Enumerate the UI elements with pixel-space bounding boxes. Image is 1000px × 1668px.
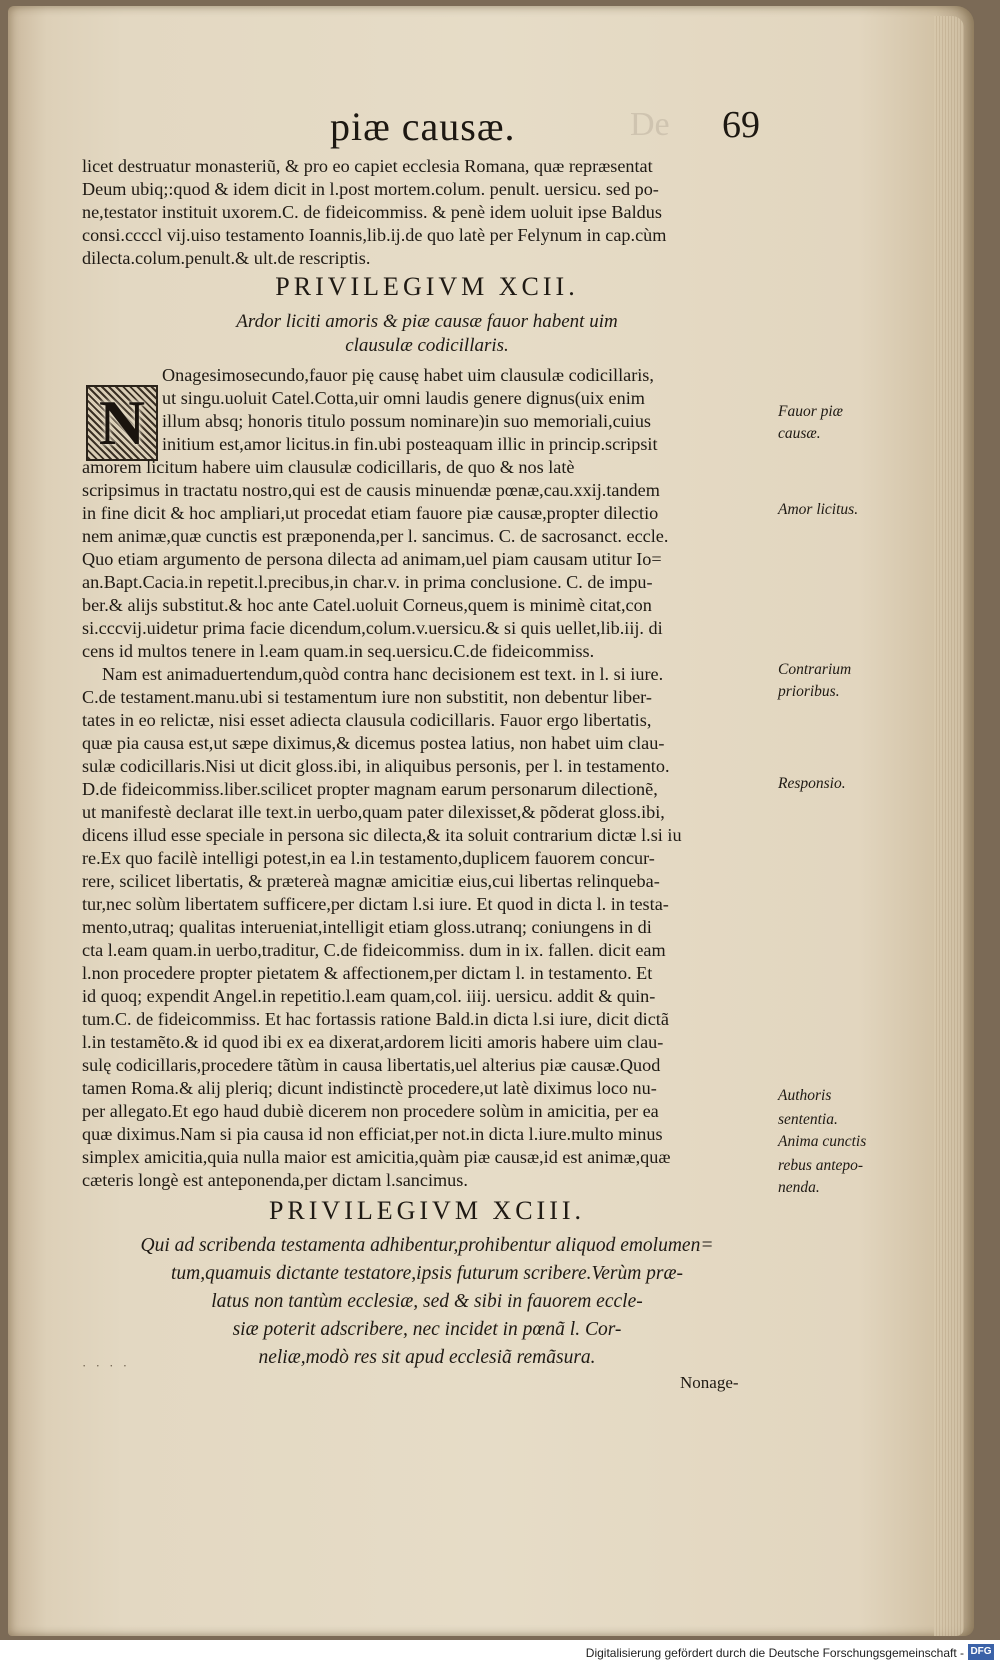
text-line: Deum ubiq;:quod & idem dicit in l.post mortem.colum. penult. uersicu. sed po- <box>82 179 659 199</box>
text-line: consi.ccccl vij.uiso testamento Ioannis,lib.ij.de quo latè per Felynum in cap.cùm <box>82 225 667 245</box>
text-line: Onagesimosecundo,fauor pię causę habet uim clausulæ codicillaris, <box>162 365 654 385</box>
text-line: tum.C. de fideicommiss. Et hac fortassis ratione Bald.in dicta l.si iure, dicit dictã <box>82 1009 669 1029</box>
margin-note: Responsio. <box>778 775 846 792</box>
margin-note: nenda. <box>778 1179 820 1196</box>
text-line: si.cccvij.uidetur prima facie dicendum,colum.v.uersicu.& si quis uellet,lib.iij. di <box>82 618 663 638</box>
page-edge <box>934 16 964 1636</box>
summary-line: tum,quamuis dictante testatore,ipsis futurum scribere.Verùm præ- <box>170 1263 684 1284</box>
text-line: simplex amicitia,quia nulla maior est amicitia,quàm piæ causæ,id est animæ,quæ <box>82 1147 671 1167</box>
margin-note: sententia. <box>778 1111 838 1128</box>
text-line: tates in eo relictæ, nisi esset adiecta clausula codicillaris. Fauor ergo libertatis, <box>82 710 652 730</box>
summary-line: latus non tantùm ecclesiæ, sed & sibi in fauorem eccle- <box>211 1291 643 1312</box>
text-line: id quoq; expendit Angel.in repetitio.l.eam quam,col. iiij. uersicu. addit & quin- <box>82 986 656 1006</box>
text-line: ber.& alijs substitut.& hoc ante Catel.uoluit Corneus,quem is minimè citat,con <box>82 595 652 615</box>
text-line: tur,nec solùm libertatem sufficere,per dictam l.si iure. Et quod in dicta l. in testa- <box>82 894 669 914</box>
summary-line: Ardor liciti amoris & piæ causæ fauor habent uim <box>236 311 618 332</box>
text-line: cta l.eam quam.in uerbo,traditur, C.de fideicommiss. dum in ix. fallen. dicit eam <box>82 940 666 960</box>
catchword: Nonage- <box>680 1373 739 1392</box>
funding-credit: Digitalisierung gefördert durch die Deutsche Forschungsgemeinschaft - <box>585 1646 964 1660</box>
section-heading-93: PRIVILEGIVM XCIII. <box>268 1196 586 1225</box>
section-summary-92 <box>82 310 772 358</box>
summary-line: siæ poterit adscribere, nec incidet in pœnã l. Cor- <box>232 1319 622 1340</box>
text-line: rere, scilicet libertatis, & prætereà magnæ amicitiæ eius,cui libertas relinqueba- <box>82 871 660 891</box>
text-line: l.in testamẽto.& id quod ibi ex ea dixerat,ardorem liciti amoris habere uim clau- <box>82 1032 664 1052</box>
margin-note: Authoris <box>778 1087 832 1104</box>
text-line: D.de fideicommiss.liber.scilicet propter magnam earum personarum dilectionẽ, <box>82 779 658 799</box>
summary-line: neliæ,modò res sit apud ecclesiã remãsura. <box>258 1347 596 1368</box>
summary-line: Qui ad scribenda testamenta adhibentur,prohibentur aliquod emolumen= <box>140 1235 714 1256</box>
text-line: mento,utraq; qualitas interueniat,intelligit etiam gloss.utranq; coniungens in di <box>82 917 652 937</box>
dfg-logo-icon: DFG <box>968 1644 994 1660</box>
text-line: C.de testament.manu.ubi si testamentum iure non substitit, non debentur liber- <box>82 687 652 707</box>
text-line: sulæ codicillaris.Nisi ut dicit gloss.ibi, in aliquibus personis, per l. in testamento. <box>82 756 670 776</box>
margin-note: rebus antepo- <box>778 1157 864 1174</box>
section-summary-93 <box>82 1232 772 1372</box>
margin-note: Amor licitus. <box>778 501 859 518</box>
text-line: scripsimus in tractatu nostro,qui est de causis minuendæ pœnæ,cau.xxij.tandem <box>82 480 660 500</box>
text-line: quæ diximus.Nam si pia causa id non efficiat,per not.in dicta l.iure.multo minus <box>82 1124 663 1144</box>
text-line: cæteris longè est anteponenda,per dictam l.sancimus. <box>82 1170 468 1190</box>
text-line: Quo etiam argumento de persona dilecta ad animam,uel piam causam utitur Io= <box>82 549 662 569</box>
text-line: tamen Roma.& alij pleriq; dicunt indistinctè procedere,ut latè diximus loco nu- <box>82 1078 657 1098</box>
running-head: piæ causæ. <box>330 104 516 149</box>
section-body-92 <box>82 364 772 1192</box>
text-line: licet destruatur monasteriũ, & pro eo capiet ecclesia Romana, quæ repræsentat <box>82 156 653 176</box>
text-line: sulę codicillaris,procedere tãtùm in causa libertatis,uel alterius piæ causæ.Quod <box>82 1055 661 1075</box>
text-line: quæ pia causa est,ut sæpe diximus,& dicemus postea latius, non habet uim clau- <box>82 733 665 753</box>
margin-note: causæ. <box>778 425 821 442</box>
initial-letter: N <box>98 387 146 458</box>
text-line: Nam est animaduertendum,quòd contra hanc decisionem est text. in l. si iure. <box>102 664 664 684</box>
text-line: nem animæ,quæ cunctis est præponenda,per l. sancimus. C. de sacrosanct. eccle. <box>82 526 669 546</box>
text-line: amorem licitum habere uim clausulæ codicillaris, de quo & nos latè <box>82 457 575 477</box>
page-number: 69 <box>722 104 760 146</box>
text-line: per allegato.Et ego haud dubiè dicerem non procedere solùm in amicitia, per ea <box>82 1101 659 1121</box>
text-line: initium est,amor licitus.in fin.ubi posteaquam illic in princip.scripsit <box>162 434 658 454</box>
margin-note: prioribus. <box>778 683 840 700</box>
show-through-text: De <box>630 106 670 143</box>
section-heading-92: PRIVILEGIVM XCII. <box>275 272 579 301</box>
text-line: in fine dicit & hoc ampliari,ut procedat etiam fauore piæ causæ,propter dilectio <box>82 503 659 523</box>
text-line: re.Ex quo facilè intelligi potest,in ea l.in testamento,duplicem fauorem concur- <box>82 848 655 868</box>
text-line: cens id multos tenere in l.eam quam.in seq.uersicu.C.de fideicommiss. <box>82 641 595 661</box>
text-line: ne,testator instituit uxorem.C. de fideicommiss. & penè idem uoluit ipse Baldus <box>82 202 662 222</box>
text-line: ut manifestè declarat ille text.in uerbo,quam pater dilexisset,& põderat gloss.ibi, <box>82 802 665 822</box>
summary-line: clausulæ codicillaris. <box>345 335 509 356</box>
text-line: an.Bapt.Cacia.in repetit.l.precibus,in char.v. in prima conclusione. C. de impu- <box>82 572 653 592</box>
text-line: dilecta.colum.penult.& ult.de rescriptis. <box>82 248 371 268</box>
text-line: dicens illud esse speciale in persona sic dilecta,& ita soluit contrarium dictæ l.si iu <box>82 825 682 845</box>
margin-note: Contrarium <box>778 661 852 678</box>
margin-note: Fauor piæ <box>778 403 844 420</box>
intro-paragraph <box>82 155 772 270</box>
page-header <box>0 103 1000 151</box>
text-line: l.non procedere propter pietatem & affectionem,per dictam l. in testamento. Et <box>82 963 653 983</box>
decorative-dots: · · · · <box>82 1358 131 1373</box>
text-line: ut singu.uoluit Catel.Cotta,uir omni laudis genere dignus(uix enim <box>162 388 645 408</box>
margin-note: Anima cunctis <box>778 1133 867 1150</box>
digitization-footer <box>0 1640 1000 1668</box>
text-line: illum absq; honoris titulo possum nominare)in suo memoriali,cuius <box>162 411 652 431</box>
